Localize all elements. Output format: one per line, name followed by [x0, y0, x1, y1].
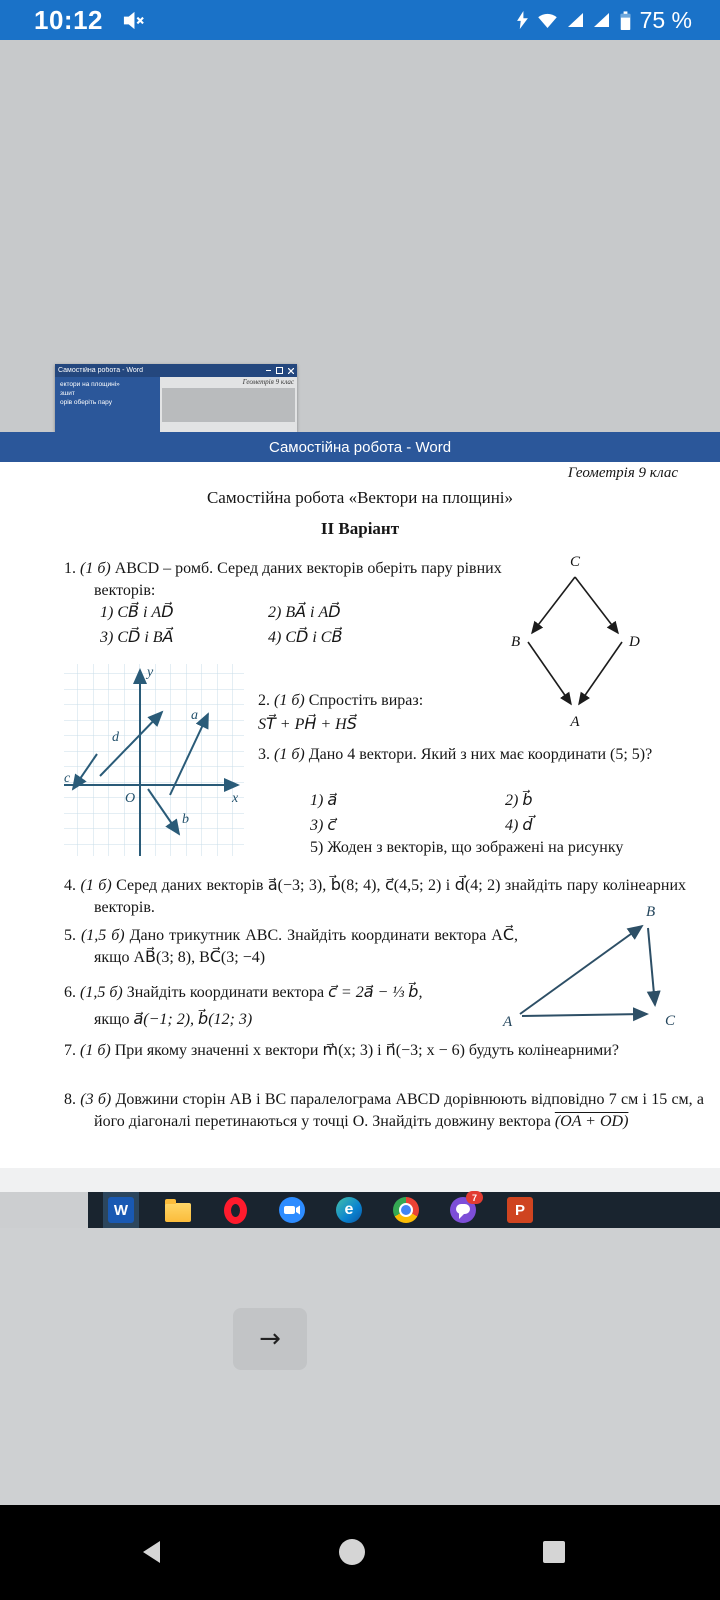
taskbar-chrome-icon[interactable] [388, 1192, 424, 1228]
triangle-figure [498, 902, 683, 1034]
problem-score: (1 б) [274, 746, 305, 763]
problem-score: (1 б) [274, 692, 305, 709]
taskbar-word-icon[interactable] [103, 1192, 139, 1228]
p1-option-2: 2) BA⃗ і AD⃗ [268, 604, 341, 621]
problem-text: Дано 4 вектори. Який з них має координати (5; 5)? [308, 746, 653, 763]
p1-option-1: 1) CB⃗ і AD⃗ [100, 604, 174, 621]
p1-option-3: 3) CD⃗ і BA⃗ [100, 629, 174, 646]
p6-expression: c⃗ = 2a⃗ − ⅓ b⃗, [328, 984, 423, 1001]
problem-text: Дано трикутник ABC. Знайдіть координати вектора AC⃗, якщо AB⃗(3; 8), BC⃗(3; −4) [94, 927, 519, 966]
mini-pane-line: ектори на площині» [60, 381, 120, 388]
status-bar [0, 0, 720, 40]
doc-header-right: Геометрія 9 клас [567, 465, 678, 481]
problem-text: Спростіть вираз: [308, 692, 424, 709]
notification-badge: 7 [466, 1191, 483, 1204]
rhombus-label-a: A [570, 714, 580, 730]
mini-word-window[interactable] [55, 364, 297, 432]
problem-8 [64, 1089, 704, 1133]
recents-icon[interactable] [541, 1539, 567, 1565]
rhombus-label-d: D [629, 634, 640, 650]
problem-number: 1. [64, 560, 76, 577]
powerpoint-icon: P [507, 1197, 533, 1223]
doc-variant: ІІ Варіант [320, 519, 400, 538]
word-icon: W [108, 1197, 134, 1223]
mini-window-title: Самостійна робота - Word [58, 367, 143, 374]
wifi-icon [536, 12, 559, 29]
problem-text: Серед даних векторів a⃗(−3; 3), b⃗(8; 4), c⃗(4,5; 2) і d⃗(4; 2) знайдіть пару колінеарних векторів. [94, 877, 687, 916]
android-nav-bar [0, 1505, 720, 1600]
home-icon[interactable] [338, 1538, 366, 1566]
p3-option-5: 5) Жоден з векторів, що зображені на рисунку [310, 839, 624, 856]
zoom-icon [279, 1197, 305, 1223]
problem-5 [64, 925, 518, 969]
maximize-icon[interactable] [276, 367, 283, 374]
problem-2 [258, 690, 528, 712]
word-title-bar [0, 432, 720, 462]
mini-pane-line: зшит [60, 390, 75, 397]
mini-window-left-pane [55, 377, 160, 432]
problem-score: (1 б) [80, 560, 111, 577]
vector-grid-figure [62, 658, 248, 860]
taskbar-file-explorer-icon[interactable] [160, 1192, 196, 1228]
p1-option-4: 4) CD⃗ і CB⃗ [268, 629, 343, 646]
triangle-label-b: B [646, 904, 656, 920]
bottom-panel [0, 1228, 720, 1505]
bolt-icon [517, 11, 528, 29]
problem-text: При якому значенні x вектори m⃗(x; 3) і n⃗(−3; x − 6) будуть колінеарними? [114, 1042, 619, 1059]
folder-icon [165, 1203, 191, 1222]
taskbar-edge-icon[interactable] [331, 1192, 367, 1228]
problem-number: 3. [258, 746, 270, 763]
problem-score: (1,5 б) [80, 927, 125, 944]
triangle-label-a: A [503, 1014, 513, 1030]
speaker-mute-icon [121, 9, 146, 32]
chrome-icon [393, 1197, 419, 1223]
grid-label-a: a⃗ [191, 708, 209, 723]
minimize-icon[interactable] [266, 370, 271, 372]
signal-icon [593, 12, 611, 28]
next-page-button[interactable]: → [233, 1308, 307, 1370]
problem-number: 4. [64, 877, 76, 894]
word-title-text: Самостійна робота - Word [268, 438, 452, 456]
problem-7 [64, 1040, 702, 1062]
taskbar-powerpoint-icon[interactable] [502, 1192, 538, 1228]
problem-number: 5. [64, 927, 76, 944]
problem-1 [64, 558, 546, 602]
grid-label-d: d⃗ [112, 730, 130, 745]
close-icon[interactable] [288, 368, 294, 374]
windows-taskbar [0, 1192, 720, 1228]
problem-score: (1,5 б) [80, 984, 123, 1001]
problem-score: (3 б) [80, 1091, 112, 1108]
p3-option-1: 1) a⃗ [310, 792, 338, 809]
p2-expression: ST⃗ + PH⃗ + HS⃗ [258, 716, 357, 733]
rhombus-label-c: C [569, 554, 581, 570]
mini-doc-thumbnail [162, 388, 295, 422]
grid-label-y: y [147, 665, 154, 680]
grid-label-b: b⃗ [182, 812, 200, 827]
mini-window-titlebar[interactable] [55, 364, 297, 377]
mini-doc-header: Геометрія 9 клас [242, 378, 294, 386]
p6-line2-expression: a⃗(−1; 2), b⃗(12; 3) [133, 1011, 253, 1028]
background-window-corner [0, 1192, 88, 1228]
document-page[interactable] [0, 462, 720, 1168]
opera-icon [224, 1197, 247, 1224]
taskbar-zoom-icon[interactable] [274, 1192, 310, 1228]
p3-option-2: 2) b⃗ [505, 792, 533, 809]
mini-pane-line: орів оберіть пару [60, 399, 112, 406]
problem-number: 7. [64, 1042, 76, 1059]
problem-score: (1 б) [80, 877, 112, 894]
clock: 10:12 [34, 4, 103, 35]
p6-line2-label: якщо [94, 1011, 130, 1028]
rhombus-label-b: B [511, 634, 521, 650]
grid-label-c: c⃗ [64, 771, 82, 786]
problem-number: 2. [258, 692, 270, 709]
grid-label-o: O [125, 791, 136, 806]
mini-window-doc-preview [160, 377, 297, 432]
problem-number: 6. [64, 984, 76, 1001]
problem-3 [258, 744, 688, 766]
taskbar-opera-icon[interactable] [217, 1192, 253, 1228]
problem-text: ABCD – ромб. Серед даних векторів оберіть пару рівних векторів: [94, 560, 502, 599]
problem-text: Знайдіть координати вектора [126, 984, 325, 1001]
problem-text: Довжини сторін AB і BC паралелограма ABCD дорівнюють відповідно 7 см і 15 см, а його діагоналі перетинаються у точці O. Знайдіть довжину вектора [94, 1091, 705, 1130]
grid-label-x: x [232, 791, 239, 806]
problem-6-line2 [94, 1009, 252, 1029]
triangle-label-c: C [665, 1013, 676, 1029]
p3-option-3: 3) c⃗ [310, 817, 337, 834]
desktop-strip [0, 1168, 720, 1192]
doc-title: Самостійна робота «Вектори на площині» [206, 488, 514, 507]
remote-desktop-area [0, 40, 720, 432]
problem-score: (1 б) [80, 1042, 111, 1059]
signal-icon [567, 12, 585, 28]
p8-expression: (OA + OD) [554, 1113, 629, 1130]
back-icon[interactable] [138, 1538, 164, 1566]
battery-percent: 75 % [639, 6, 692, 33]
edge-icon: e [336, 1197, 362, 1223]
battery-icon [619, 10, 632, 31]
p3-option-4: 4) d⃗ [505, 817, 533, 834]
problem-6 [64, 982, 554, 1004]
taskbar-viber-icon[interactable] [445, 1192, 481, 1228]
problem-number: 8. [64, 1091, 76, 1108]
